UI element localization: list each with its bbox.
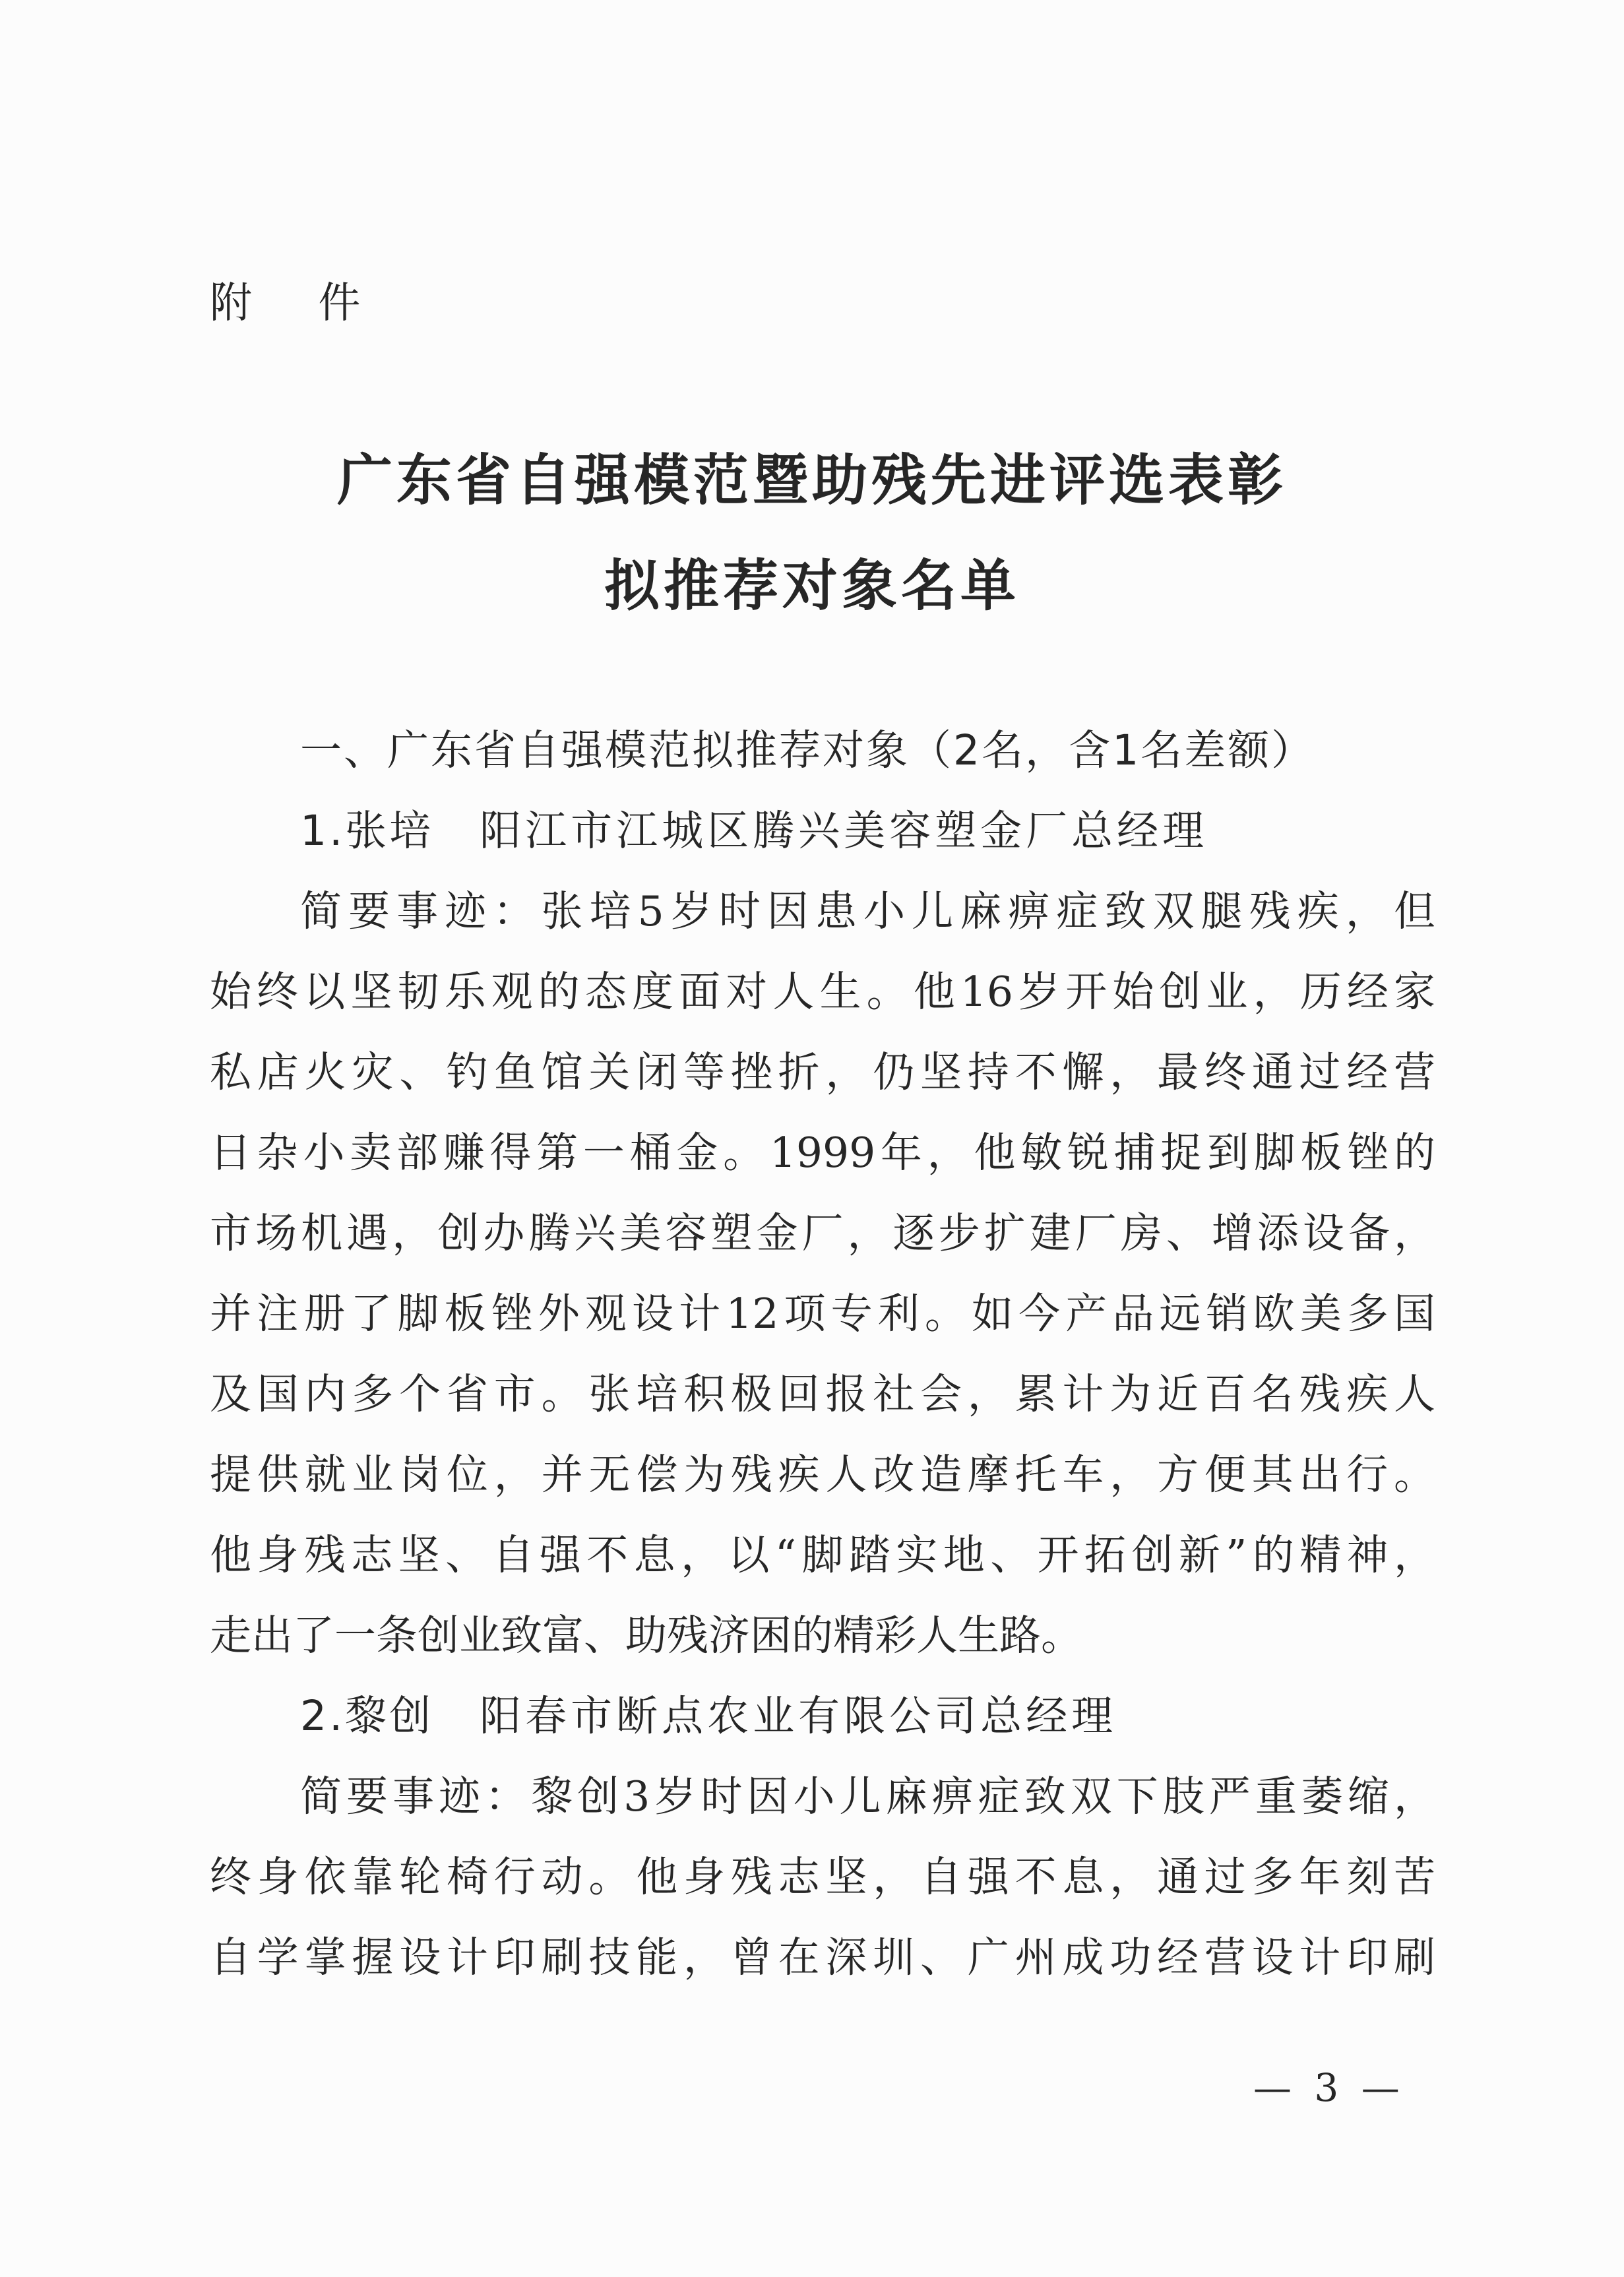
paragraph-line: 走出了一条创业致富、助残济困的精彩人生路。 (210, 1611, 1082, 1660)
page-number: — 3 — (1253, 2065, 1405, 2110)
document-title-line-2: 拟推荐对象名单 (604, 553, 1020, 618)
paragraph-line: 简要事迹：黎创3岁时因小儿麻痹症致双下肢严重萎缩， (300, 1772, 1435, 1821)
document-title-line-1: 广东省自强模范暨助残先进评选表彰 (336, 448, 1287, 513)
paragraph-line: 私店火灾、钓鱼馆关闭等挫折，仍坚持不懈，最终通过经营 (210, 1048, 1435, 1096)
paragraph-line: 自学掌握设计印刷技能，曾在深圳、广州成功经营设计印刷 (210, 1933, 1435, 1981)
paragraph-line: 提供就业岗位，并无偿为残疾人改造摩托车，方便其出行。 (210, 1450, 1435, 1499)
person-organization: 阳春市断点农业有限公司总经理 (480, 1692, 1117, 1740)
person-heading (300, 1690, 1117, 1743)
section-heading: 一、广东省自强模范拟推荐对象（2名，含1名差额） (300, 726, 1315, 774)
person-name: 2.黎创 (300, 1692, 434, 1740)
paragraph-line: 并注册了脚板锉外观设计12项专利。如今产品远销欧美多国 (210, 1290, 1435, 1338)
paragraph-line: 及国内多个省市。张培积极回报社会，累计为近百名残疾人 (210, 1370, 1435, 1418)
person-heading (300, 805, 1208, 858)
paragraph-line: 始终以坚韧乐观的态度面对人生。他16岁开始创业，历经家 (210, 968, 1435, 1016)
paragraph-line: 简要事迹：张培5岁时因患小儿麻痹症致双腿残疾，但 (300, 887, 1435, 935)
paragraph-line: 日杂小卖部赚得第一桶金。1999年，他敏锐捕捉到脚板锉的 (210, 1129, 1435, 1177)
person-organization: 阳江市江城区腾兴美容塑金厂总经理 (480, 807, 1208, 855)
paragraph-line: 市场机遇，创办腾兴美容塑金厂，逐步扩建厂房、增添设备， (210, 1209, 1435, 1257)
paragraph-line: 终身依靠轮椅行动。他身残志坚，自强不息，通过多年刻苦 (210, 1853, 1435, 1901)
paragraph-line: 他身残志坚、自强不息，以“脚踏实地、开拓创新”的精神， (210, 1531, 1435, 1579)
attachment-label: 附 件 (210, 279, 387, 328)
person-name: 1.张培 (300, 807, 434, 855)
